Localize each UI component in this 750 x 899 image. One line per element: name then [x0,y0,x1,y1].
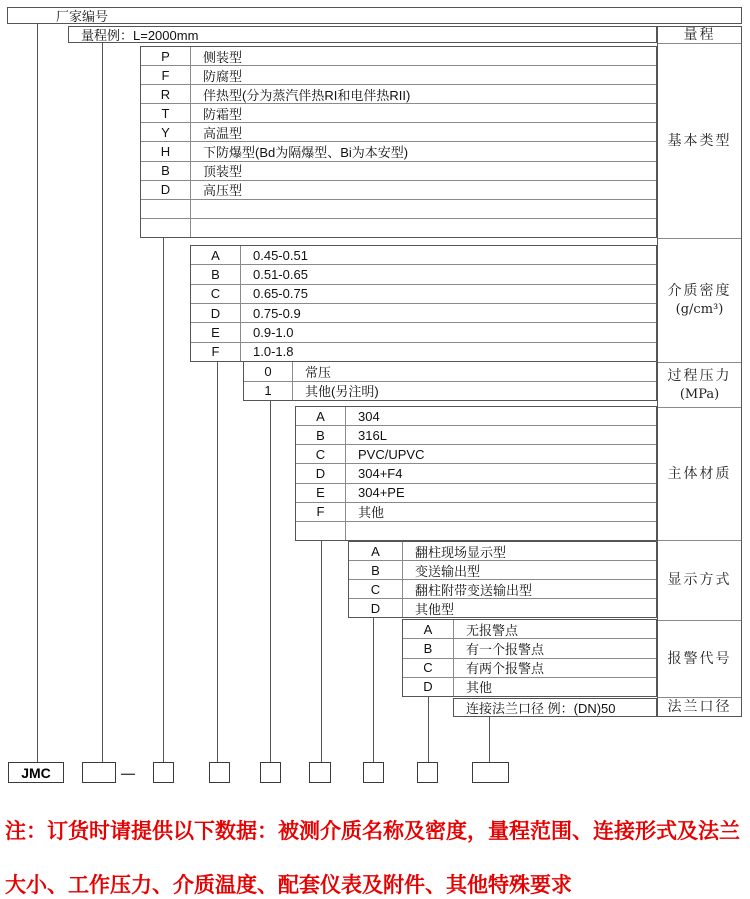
display-mode-desc: 翻柱附带变送输出型 [415,582,533,598]
body-material-block [295,406,657,541]
display-mode-row [349,560,656,579]
alarm-code-code: A [403,620,454,638]
code-separator: — [121,764,135,781]
category-medium-density: 介质密度 (g/cm³) [658,238,741,362]
basic-type-desc: 防腐型 [203,68,243,84]
connector-line-alarm [428,697,429,762]
basic-type-row [141,122,656,141]
medium-density-desc: 1.0-1.8 [253,344,294,360]
body-material-desc: 304 [358,408,380,424]
medium-density-row [191,322,656,341]
flange-size-desc: 连接法兰口径 例：(DN)50 [466,701,616,716]
manufacturer-number-label: 厂家编号 [56,9,109,24]
medium-density-code: C [191,285,241,303]
medium-density-row [191,246,656,264]
display-mode-code: C [349,580,403,598]
flange-size-block [453,698,657,717]
body-material-desc: 304+PE [358,485,405,501]
process-pressure-row [244,381,656,401]
code-box-flange [472,762,509,783]
basic-type-code [141,219,191,237]
alarm-code-desc: 无报警点 [466,622,519,638]
medium-density-desc: 0.65-0.75 [253,286,308,302]
basic-type-desc: 防霜型 [203,106,243,122]
display-mode-row [349,579,656,598]
basic-type-code: B [141,162,191,180]
ordering-note-line1: 注：订货时请提供以下数据：被测介质名称及密度，量程范围、连接形式及法兰 [5,820,740,843]
category-flange-size: 法兰口径 [658,697,741,716]
code-box-basic-type [153,762,174,783]
basic-type-code: T [141,104,191,122]
medium-density-desc: 0.75-0.9 [253,305,301,321]
medium-density-row [191,264,656,283]
body-material-code: A [296,407,346,425]
connector-line-basic-type [163,238,164,762]
basic-type-desc: 侧装型 [203,49,243,65]
body-material-row [296,502,656,521]
body-material-desc: 其他 [358,505,385,521]
connector-line-display [373,618,374,762]
basic-type-desc [191,219,656,237]
basic-type-desc: 顶装型 [203,164,243,180]
medium-density-code: E [191,323,241,341]
basic-type-desc: 高压型 [203,183,243,199]
body-material-code: E [296,484,346,502]
code-box-material [309,762,331,783]
code-box-alarm [417,762,438,783]
medium-density-desc: 0.45-0.51 [253,247,308,263]
display-mode-row [349,542,656,560]
alarm-code-code: D [403,678,454,696]
medium-density-row [191,284,656,303]
alarm-code-row [403,658,656,677]
connector-line-range [102,43,103,762]
basic-type-code: H [141,142,191,160]
medium-density-code: F [191,343,241,361]
category-display-mode: 显示方式 [658,540,741,620]
alarm-code-block [402,619,657,697]
category-column [657,26,742,717]
manufacturer-number-row [7,7,742,24]
category-basic-type: 基本类型 [658,43,741,238]
category-range: 量程 [683,26,716,43]
process-pressure-code: 0 [244,362,293,381]
body-material-desc [346,522,656,540]
body-material-code: C [296,445,346,463]
medium-density-block [190,245,657,362]
medium-density-code: A [191,246,241,264]
basic-type-code: R [141,85,191,103]
medium-density-code: B [191,265,241,283]
flange-size-row [454,699,656,716]
body-material-code: F [296,503,346,521]
basic-type-code: P [141,47,191,65]
alarm-code-row [403,638,656,657]
display-mode-desc: 翻柱现场显示型 [415,544,507,560]
display-mode-code: B [349,561,403,579]
body-material-desc: PVC/UPVC [358,446,425,462]
body-material-row [296,444,656,463]
basic-type-row [141,103,656,122]
basic-type-row [141,47,656,65]
body-material-code: B [296,426,346,444]
basic-type-row [141,84,656,103]
body-material-row [296,521,656,540]
basic-type-row [141,65,656,84]
alarm-code-row [403,677,656,696]
connector-line-flange [489,717,490,762]
basic-type-desc: 下防爆型(Bd为隔爆型、Bi为本安型) [203,145,409,161]
alarm-code-desc: 有一个报警点 [466,641,545,657]
basic-type-row [141,161,656,180]
basic-type-desc: 高温型 [203,125,243,141]
medium-density-code: D [191,304,241,322]
code-box-display [363,762,384,783]
category-process-pressure: 过程压力 (MPa) [658,362,741,407]
basic-type-row [141,199,656,218]
body-material-row [296,483,656,502]
display-mode-code: A [349,542,403,560]
body-material-desc: 316L [358,427,387,443]
basic-type-code: F [141,66,191,84]
body-material-row [296,407,656,425]
ordering-note-line2: 大小、工作压力、介质温度、配套仪表及附件、其他特殊要求 [5,874,572,897]
basic-type-code: D [141,181,191,199]
connector-line-manufacturer [37,24,38,762]
basic-type-desc [191,200,656,218]
process-pressure-block [243,361,657,401]
basic-type-row [141,218,656,237]
basic-type-desc: 伴热型(分为蒸汽伴热RI和电伴热RII) [203,87,411,103]
body-material-code [296,522,346,540]
process-pressure-code: 1 [244,382,293,401]
medium-density-desc: 0.9-1.0 [253,324,294,340]
display-mode-desc: 变送输出型 [415,563,481,579]
basic-type-row [141,141,656,160]
basic-type-row [141,180,656,199]
basic-type-block [140,46,657,238]
connector-line-density [217,362,218,762]
alarm-code-desc: 其他 [466,680,493,696]
body-material-row [296,463,656,482]
display-mode-block [348,541,657,618]
alarm-code-row [403,620,656,638]
body-material-desc: 304+F4 [358,465,403,481]
alarm-code-desc: 有两个报警点 [466,661,545,677]
display-mode-code: D [349,599,403,617]
display-mode-row [349,598,656,617]
connector-line-material [321,541,322,762]
model-prefix-box: JMC [8,762,64,783]
process-pressure-row [244,362,656,381]
alarm-code-code: B [403,639,454,657]
category-body-material: 主体材质 [658,407,741,540]
code-box-range [82,762,116,783]
range-example-label: 量程例：L=2000mm [81,28,199,43]
medium-density-row [191,342,656,361]
medium-density-desc: 0.51-0.65 [253,266,308,282]
display-mode-desc: 其他型 [415,601,455,617]
ordering-note [5,791,747,899]
basic-type-code [141,200,191,218]
code-box-pressure [260,762,281,783]
medium-density-row [191,303,656,322]
connector-line-pressure [270,401,271,762]
alarm-code-code: C [403,659,454,677]
body-material-row [296,425,656,444]
process-pressure-desc: 常压 [305,364,332,380]
code-box-density [209,762,230,783]
category-alarm-code: 报警代号 [658,620,741,697]
body-material-code: D [296,464,346,482]
range-example-row [68,26,657,43]
process-pressure-desc: 其他(另注明) [305,384,379,400]
basic-type-code: Y [141,123,191,141]
